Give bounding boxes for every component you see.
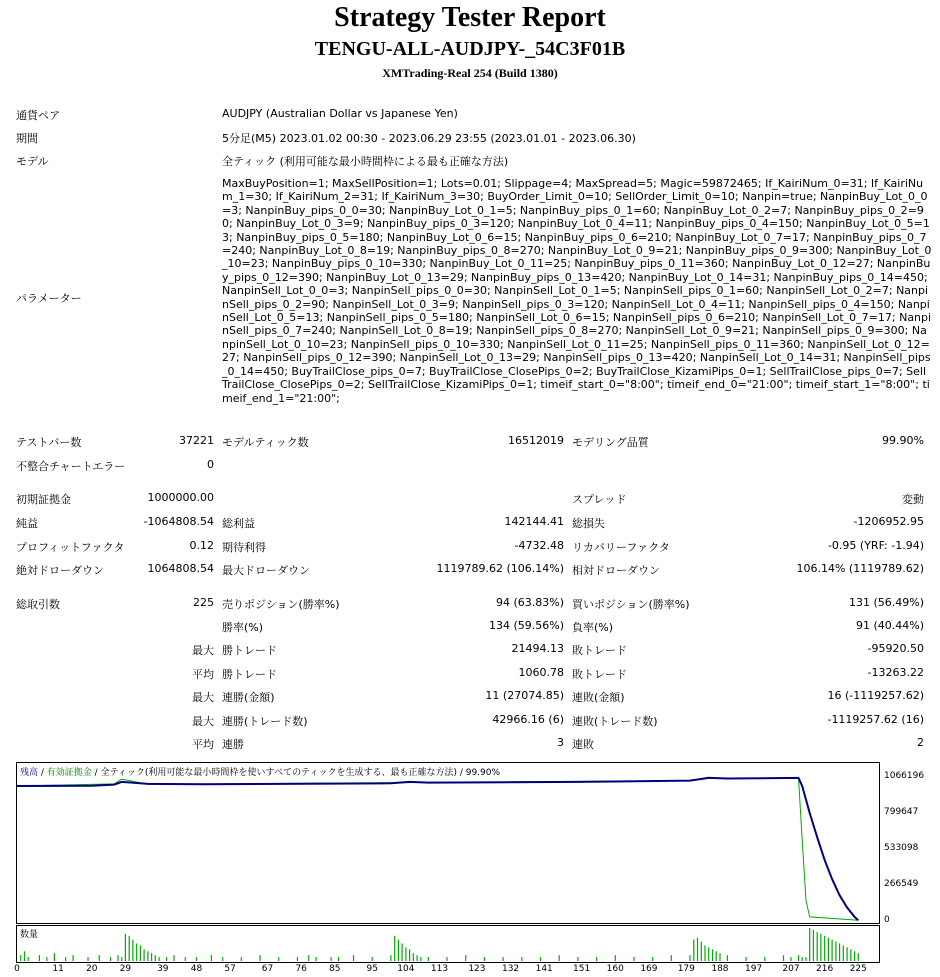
win-rate-value: 134 (59.56%) xyxy=(488,619,564,632)
model-label: モデル xyxy=(16,155,49,168)
x-tick-label: 169 xyxy=(640,964,658,974)
volume-bar xyxy=(835,942,836,961)
volume-bar xyxy=(99,955,100,961)
net-profit-label: 純益 xyxy=(16,517,38,530)
spread-label: スプレッド xyxy=(572,493,627,506)
volume-bar xyxy=(297,957,298,961)
volume-bar xyxy=(689,955,690,961)
quality-label: モデリング品質 xyxy=(572,436,649,449)
x-tick-label: 29 xyxy=(119,964,132,974)
y-tick-label: 533098 xyxy=(884,843,919,853)
volume-bar xyxy=(390,955,391,961)
x-tick-label: 179 xyxy=(677,964,695,974)
x-tick-label: 123 xyxy=(468,964,486,974)
volume-bar xyxy=(716,951,717,961)
volume-bar xyxy=(805,957,806,961)
avg-cons-wins-value: 3 xyxy=(557,736,564,749)
volume-bar xyxy=(73,955,74,961)
period-value: 5分足(M5) 2023.01.02 00:30 - 2023.06.29 23:55 (2023.01.01 - 2023.06.30) xyxy=(222,132,636,145)
volume-bar xyxy=(125,934,126,961)
volume-bar xyxy=(129,936,130,961)
x-tick-label: 113 xyxy=(430,964,449,974)
volume-bar xyxy=(144,949,145,961)
x-tick-label: 207 xyxy=(782,964,800,974)
avg-cons-losses-value: 2 xyxy=(917,736,924,749)
recovery-factor-value: -0.95 (YRF: -1.94) xyxy=(827,539,924,552)
volume-bar xyxy=(521,957,522,961)
volume-bar xyxy=(46,957,47,961)
volume-bar xyxy=(241,957,242,961)
volume-bar xyxy=(824,936,825,961)
volume-bar xyxy=(278,957,279,961)
x-tick-label: 85 xyxy=(329,964,341,974)
profit-factor-value: 0.12 xyxy=(189,539,214,552)
avg-cons-row-label: 平均 xyxy=(192,738,214,751)
volume-bar xyxy=(704,946,705,962)
volume-bar xyxy=(185,957,186,961)
avg-cons-losses-label: 連敗 xyxy=(572,738,594,751)
rel-drawdown-value: 106.14% (1119789.62) xyxy=(796,562,924,575)
volume-bar xyxy=(132,940,133,961)
volume-bar xyxy=(259,955,260,961)
legend-balance: 残高 xyxy=(20,768,39,778)
gross-loss-value: -1206952.95 xyxy=(853,515,924,528)
ticks-value: 16512019 xyxy=(508,434,564,447)
x-tick-label: 76 xyxy=(295,964,307,974)
volume-bar xyxy=(671,955,672,961)
volume-bar xyxy=(820,934,821,961)
params-label: パラメーター xyxy=(16,292,82,305)
legend-sep-3: / xyxy=(456,768,466,778)
volume-bar xyxy=(503,957,504,961)
short-positions-value: 94 (63.83%) xyxy=(495,596,564,609)
max-cons-wins-value: 11 (27074.85) xyxy=(485,689,564,702)
max-cons-loss-value: -1119257.62 (16) xyxy=(827,713,924,726)
x-tick-label: 20 xyxy=(86,964,98,974)
volume-bar xyxy=(813,930,814,961)
volume-bar xyxy=(147,951,148,961)
average-row-label: 平均 xyxy=(192,668,214,681)
largest-loss-label: 敗トレード xyxy=(572,644,627,657)
volume-bar xyxy=(196,957,197,961)
y-tick-label: 1066196 xyxy=(884,771,925,782)
volume-bar xyxy=(413,953,414,961)
volume-bar xyxy=(697,938,698,961)
mismatch-label: 不整合チャートエラー xyxy=(16,460,126,473)
volume-bar xyxy=(121,957,122,961)
x-tick-label: 39 xyxy=(157,964,169,974)
volume-bar xyxy=(338,957,339,961)
avg-win-value: 1060.78 xyxy=(518,666,564,679)
volume-bar xyxy=(839,944,840,962)
max-drawdown-label: 最大ドローダウン xyxy=(222,564,310,577)
volume-bar xyxy=(596,957,597,961)
max-cons-profit-label: 連勝(トレード数) xyxy=(222,715,308,728)
max-cons-profit-value: 42966.16 (6) xyxy=(492,713,564,726)
volume-bar xyxy=(727,955,728,961)
x-tick-label: 216 xyxy=(816,964,834,974)
y-tick-label: 799647 xyxy=(884,807,919,817)
volume-bar xyxy=(151,953,152,961)
legend-sep-1: / xyxy=(38,768,47,778)
avg-loss-label: 敗トレード xyxy=(572,668,627,681)
volume-bar xyxy=(764,957,765,961)
volume-bar xyxy=(136,944,137,962)
volume-bar xyxy=(850,949,851,961)
volume-bar xyxy=(405,947,406,961)
x-tick-label: 132 xyxy=(501,964,520,974)
x-tick-label: 0 xyxy=(14,964,20,974)
spread-value: 変動 xyxy=(902,493,924,506)
x-tick-label: 48 xyxy=(190,964,203,974)
loss-rate-label: 負率(%) xyxy=(572,621,614,634)
x-tick-label: 188 xyxy=(711,964,729,974)
volume-bar xyxy=(484,957,485,961)
max-cons-loss-label: 連敗(トレード数) xyxy=(572,715,658,728)
largest-win-label: 勝トレード xyxy=(222,644,277,657)
avg-win-label: 勝トレード xyxy=(222,668,277,681)
volume-bar xyxy=(802,957,803,961)
largest-win-value: 21494.13 xyxy=(511,642,564,655)
volume-bar xyxy=(155,955,156,961)
volume-bar xyxy=(331,957,332,961)
volume-bar xyxy=(843,946,844,962)
server-info: XMTrading-Real 254 (Build 1380) xyxy=(382,66,558,80)
volume-bar xyxy=(790,957,791,961)
volume-bar xyxy=(87,957,88,961)
period-label: 期間 xyxy=(16,132,38,145)
volume-bar xyxy=(222,957,223,961)
largest-loss-value: -95920.50 xyxy=(867,642,924,655)
total-trades-value: 225 xyxy=(193,596,214,609)
rel-drawdown-label: 相対ドローダウン xyxy=(572,564,660,577)
volume-bar xyxy=(316,957,317,961)
y-tick-label: 0 xyxy=(884,915,890,925)
volume-bar xyxy=(465,955,466,961)
symbol-label: 通貨ペア xyxy=(16,109,60,122)
volume-bar xyxy=(394,936,395,961)
volume-bar xyxy=(577,957,578,961)
avg-cons-wins-label: 連勝 xyxy=(222,738,244,751)
expected-payoff-value: -4732.48 xyxy=(514,539,564,552)
gross-profit-label: 総利益 xyxy=(222,517,255,530)
volume-bar xyxy=(832,940,833,961)
volume-bars xyxy=(20,928,859,961)
legend-quality: 99.90% xyxy=(465,768,501,778)
volume-bar xyxy=(28,957,29,961)
quality-value: 99.90% xyxy=(882,434,924,447)
series-line xyxy=(17,778,858,920)
report-title: Strategy Tester Report xyxy=(334,2,606,33)
loss-rate-value: 91 (40.44%) xyxy=(855,619,924,632)
win-rate-label: 勝率(%) xyxy=(222,621,264,634)
series-line xyxy=(17,777,858,920)
model-value: 全ティック (利用可能な最小時間枠による最も正確な方法) xyxy=(222,155,509,168)
abs-drawdown-label: 絶対ドローダウン xyxy=(16,564,104,577)
volume-bar xyxy=(783,955,784,961)
volume-bar xyxy=(693,940,694,961)
series-lines xyxy=(17,777,858,920)
x-tick-label: 197 xyxy=(745,964,763,974)
volume-bar xyxy=(828,938,829,961)
volume-bar xyxy=(39,955,40,961)
volume-bar xyxy=(446,957,447,961)
recovery-factor-label: リカバリーファクタ xyxy=(572,541,670,554)
volume-bar xyxy=(417,955,418,961)
volume-bar xyxy=(847,947,848,961)
volume-bar xyxy=(746,957,747,961)
volume-bar xyxy=(652,957,653,961)
volume-bar xyxy=(712,949,713,961)
x-tick-label: 57 xyxy=(224,964,236,974)
volume-bar xyxy=(140,946,141,962)
bars-value: 37221 xyxy=(179,434,214,447)
volume-bar xyxy=(615,955,616,961)
largest-row-label: 最大 xyxy=(192,644,214,657)
legend-sep-2: / xyxy=(91,768,101,778)
volume-bar xyxy=(398,940,399,961)
volume-bar xyxy=(798,955,799,961)
volume-bar xyxy=(633,957,634,961)
volume-bar xyxy=(858,953,859,961)
x-tick-label: 95 xyxy=(366,964,378,974)
volume-bar xyxy=(708,947,709,961)
max-cons-count-row-label: 最大 xyxy=(192,715,214,728)
mismatch-value: 0 xyxy=(207,458,214,471)
max-cons-row-label: 最大 xyxy=(192,691,214,704)
params-value: MaxBuyPosition=1; MaxSellPosition=1; Lots=0.01; Slippage=4; MaxSpread=5; Magic=59872465; If_KairiNum_0=31; If_KairiNum_1=30; If_KairiNum_2=31; If_KairiNum_3=30; BuyOrder_Limit_0=10; SellOrder_Limit_0=10; Nanpin=true; NanpinBuy_Lot_0_0=3; NanpinBuy_pips_0_0=30; NanpinBuy_Lot_0_1=5; NanpinBuy_pips_0_1=60; NanpinBuy_Lot_0_2=7; NanpinBuy_pips_0_2=90; NanpinBuy_Lot_0_3=9; NanpinBuy_pips_0_3=120; NanpinBuy_Lot_0_4=11; NanpinBuy_pips_0_4=150; NanpinBuy_Lot_0_5=13; NanpinBuy_pips_0_5=180; NanpinBuy_Lot_0_6=15; NanpinBuy_pips_0_6=210; NanpinBuy_Lot_0_7=17; NanpinBuy_pips_0_7=240; NanpinBuy_Lot_0_8=19; NanpinBuy_pips_0_8=270; NanpinBuy_Lot_0_9=21; NanpinBuy_pips_0_9=300; NanpinBuy_Lot_0_10=23; NanpinBuy_pips_0_10=330; NanpinBuy_Lot_0_11=25; NanpinBuy_pips_0_11=360; NanpinBuy_Lot_0_12=27; NanpinBuy_pips_0_12=390; NanpinBuy_Lot_0_13=29; NanpinBuy_pips_0_13=420; NanpinBuy_Lot_0_14=31; NanpinBuy_pips_0_14=450; NanpinSell_Lot_0_0=3; NanpinSell_pips_0_0=30; NanpinSell_Lot_0_1=5; NanpinSell_pips_0_1=60; NanpinSell_Lot_0_2=7; NanpinSell_pips_0_2=90; NanpinSell_Lot_0_3=9; NanpinSell_pips_0_3=120; NanpinSell_Lot_0_4=11; NanpinSell_pips_0_4=150; NanpinSell_Lot_0_5=13; NanpinSell_pips_0_5=180; NanpinSell_Lot_0_6=15; NanpinSell_pips_0_6=210; NanpinSell_Lot_0_7=17; NanpinSell_pips_0_7=240; NanpinSell_Lot_0_8=19; NanpinSell_pips_0_8=270; NanpinSell_Lot_0_9=21; NanpinSell_pips_0_9=300; NanpinSell_Lot_0_10=23; NanpinSell_pips_0_10=330; NanpinSell_Lot_0_11=25; NanpinSell_pips_0_11=360; NanpinSell_Lot_0_12=27; NanpinSell_pips_0_12=390; NanpinSell_Lot_0_13=29; NanpinSell_pips_0_13=420; NanpinSell_Lot_0_14=31; NanpinSell_pips_0_14=450; BuyTrailClose_pips_0=7; BuyTrailClose_ClosePips_0=2; BuyTrailClose_KizamiPips_0=1; SellTrailClose_pips_0=7; SellTrailClose_ClosePips_0=2; SellTrailClose_KizamiPips_0=1; timeif_start_0="8:00"; timeif_end_0="21:00"; timeif_start_1="8:00"; timeif_end_1="21:00"; xyxy=(222,177,932,405)
volume-bar xyxy=(24,951,25,961)
volume-bar xyxy=(110,957,111,961)
max-cons-losses-label: 連敗(金額) xyxy=(572,691,625,704)
legend-model: 全ティック(利用可能な最小時間枠を使いすべてのティックを生成する、最も正確な方法) xyxy=(100,768,457,778)
x-tick-label: 160 xyxy=(606,964,624,974)
volume-bar xyxy=(420,957,421,961)
x-tick-label: 11 xyxy=(52,964,64,974)
x-tick-label: 141 xyxy=(535,964,553,974)
volume-bar xyxy=(20,955,21,961)
x-tick-label: 104 xyxy=(397,964,415,974)
volume-bar xyxy=(54,953,55,961)
y-tick-label: 266549 xyxy=(884,879,919,889)
volume-bar xyxy=(701,942,702,961)
max-drawdown-value: 1119789.62 (106.14%) xyxy=(436,562,564,575)
volume-bar xyxy=(540,957,541,961)
volume-bar xyxy=(409,949,410,961)
volume-label: 数量 xyxy=(20,930,39,940)
x-tick-label: 67 xyxy=(261,964,274,974)
legend-equity: 有効証拠金 xyxy=(46,768,92,778)
volume-bar xyxy=(159,957,160,961)
volume-bar xyxy=(353,955,354,961)
volume-bar xyxy=(817,932,818,961)
volume-bar xyxy=(854,951,855,961)
volume-bar xyxy=(65,957,66,961)
total-trades-label: 総取引数 xyxy=(16,598,60,611)
profit-factor-label: プロフィットファクタ xyxy=(16,541,125,554)
volume-bar xyxy=(372,957,373,961)
volume-bar xyxy=(559,955,560,961)
volume-bar xyxy=(719,953,720,961)
volume-bar xyxy=(308,955,309,961)
volume-bar xyxy=(117,955,118,961)
abs-drawdown-value: 1064808.54 xyxy=(147,562,214,575)
long-positions-label: 買いポジション(勝率%) xyxy=(572,598,690,611)
ticks-label: モデルティック数 xyxy=(222,436,309,449)
volume-bar xyxy=(173,955,174,961)
max-cons-wins-label: 連勝(金額) xyxy=(222,691,275,704)
net-profit-value: -1064808.54 xyxy=(143,515,214,528)
max-cons-losses-value: 16 (-1119257.62) xyxy=(827,689,924,702)
volume-bar xyxy=(402,944,403,962)
short-positions-label: 売りポジション(勝率%) xyxy=(222,598,340,611)
avg-loss-value: -13263.22 xyxy=(867,666,924,679)
symbol-value: AUDJPY (Australian Dollar vs Japanese Yen) xyxy=(222,107,458,120)
long-positions-value: 131 (56.49%) xyxy=(848,596,924,609)
deposit-value: 1000000.00 xyxy=(147,491,214,504)
expected-payoff-label: 期待利得 xyxy=(222,541,266,554)
volume-bar xyxy=(166,957,167,961)
ea-name: TENGU-ALL-AUDJPY-_54C3F01B xyxy=(314,38,626,60)
bars-label: テストバー数 xyxy=(16,436,82,449)
deposit-label: 初期証拠金 xyxy=(16,493,71,506)
volume-bar xyxy=(211,955,212,961)
volume-bar xyxy=(809,928,810,961)
x-tick-label: 151 xyxy=(573,964,591,974)
gross-profit-value: 142144.41 xyxy=(504,515,564,528)
volume-bar xyxy=(428,957,429,961)
gross-loss-label: 総損失 xyxy=(572,517,605,530)
x-tick-label: 225 xyxy=(849,964,867,974)
